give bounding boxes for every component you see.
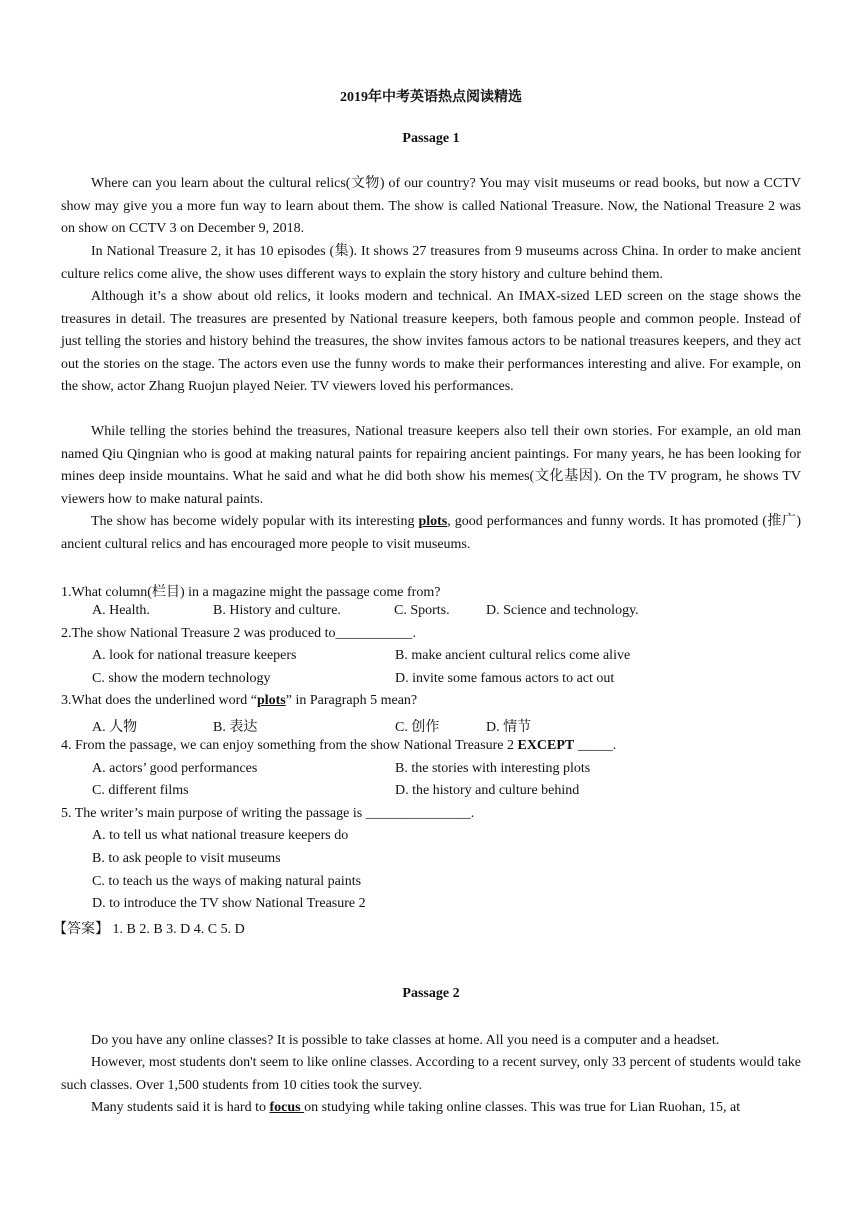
passage-1-paragraph-1: Where can you learn about the cultural relics(文物) of our country? You may visit museums or read books, but now a CCTV show may give you a more fun way to learn about them. The show is called National Treasure. Now, the National Treasure 2 was on show on CCTV 3 on December 9, 2018.: [61, 176, 801, 237]
q1-option-d: D. Science and technology.: [486, 603, 639, 618]
answer-values: 1. B 2. B 3. D 4. C 5. D: [109, 922, 245, 937]
passage-2-heading: Passage 2: [402, 986, 460, 1001]
passage-1-paragraph-3: Although it’s a show about old relics, it looks modern and technical. An IMAX-sized LED screen on the stage shows the treasures in detail. The treasures are presented by National treasure keepers, both famous people and common people. Instead of just telling the stories and history behind the treasures, the show invites famous actors to be national treasures keepers, and they act out the stories on the stage. The actors even use the funny words to make their performances interesting and alive. For example, on the show, actor Zhang Ruojun played Neier. TV viewers loved his performances.: [61, 289, 801, 395]
passage-2-paragraph-3: Many students said it is hard to focus on studying while taking online classes. This was true for Lian Ruohan, 15, at: [91, 1100, 741, 1115]
q2-option-c: C. show the modern technology: [92, 671, 271, 686]
passage-2-paragraph-1: Do you have any online classes? It is possible to take classes at home. All you need is a computer and a headset.: [91, 1033, 720, 1048]
q5-option-c: C. to teach us the ways of making natural paints: [92, 874, 362, 889]
q3-option-a: A. 人物: [92, 720, 138, 735]
q5-option-a: A. to tell us what national treasure keepers do: [92, 828, 349, 843]
underlined-word-plots-question: plots: [256, 693, 286, 708]
q4-option-a: A. actors’ good performances: [92, 761, 258, 776]
answer-label: 【答案】: [53, 922, 109, 937]
passage-1-paragraph-4: While telling the stories behind the treasures, National treasure keepers also tell their own stories. For example, an old man named Qiu Qingnian who is good at making natural paints for repairing ancient paintings. For many years, he has been looking for mines deep inside mountains. What he said and what he did both show his memes(文化基因). On the TV program, he shows TV viewers how to make natural paints.: [61, 424, 801, 507]
q1-option-b: B. History and culture.: [213, 603, 341, 618]
question-4: 4. From the passage, we can enjoy something from the show National Treasure 2 EXCEPT _____.: [61, 738, 617, 753]
passage-1-heading: Passage 1: [402, 131, 460, 146]
question-5: 5. The writer’s main purpose of writing the passage is _______________.: [61, 806, 475, 821]
question-1: 1.What column(栏目) in a magazine might the passage come from?: [61, 585, 441, 600]
q4-option-d: D. the history and culture behind: [395, 783, 580, 798]
q4-option-c: C. different films: [92, 783, 189, 798]
q3-option-b: B. 表达: [213, 720, 258, 735]
q2-option-b: B. make ancient cultural relics come alive: [395, 648, 631, 663]
q3-option-d: D. 情节: [486, 720, 532, 735]
underlined-word-focus: focus: [269, 1100, 305, 1115]
document-title: 2019年中考英语热点阅读精选: [340, 90, 522, 105]
passage-1-paragraph-2: In National Treasure 2, it has 10 episodes (集). It shows 27 treasures from 9 museums across China. In order to make ancient culture relics come alive, the show uses different ways to explain the story history and culture behind them.: [61, 244, 801, 282]
q1-option-c: C. Sports.: [394, 603, 450, 618]
q3-option-c: C. 创作: [395, 720, 440, 735]
passage-2-paragraph-2: However, most students don't seem to like online classes. According to a recent survey, only 33 percent of students would take such classes. Over 1,500 students from 10 cities took the survey.: [61, 1055, 801, 1093]
question-2: 2.The show National Treasure 2 was produced to___________.: [61, 626, 417, 641]
q5-option-b: B. to ask people to visit museums: [92, 851, 281, 866]
q2-option-d: D. invite some famous actors to act out: [395, 671, 615, 686]
q4-option-b: B. the stories with interesting plots: [395, 761, 591, 776]
q5-option-d: D. to introduce the TV show National Treasure 2: [92, 896, 366, 911]
answer-key: [53, 918, 793, 938]
question-3: 3.What does the underlined word “plots” in Paragraph 5 mean?: [61, 693, 418, 708]
q1-option-a: A. Health.: [92, 603, 150, 618]
underlined-word-plots: plots: [418, 514, 448, 529]
passage-1-paragraph-5: The show has become widely popular with its interesting plots, good performances and funny words. It has promoted (推广) ancient cultural relics and has encouraged more people to visit museums.: [61, 514, 801, 552]
q2-option-a: A. look for national treasure keepers: [92, 648, 297, 663]
